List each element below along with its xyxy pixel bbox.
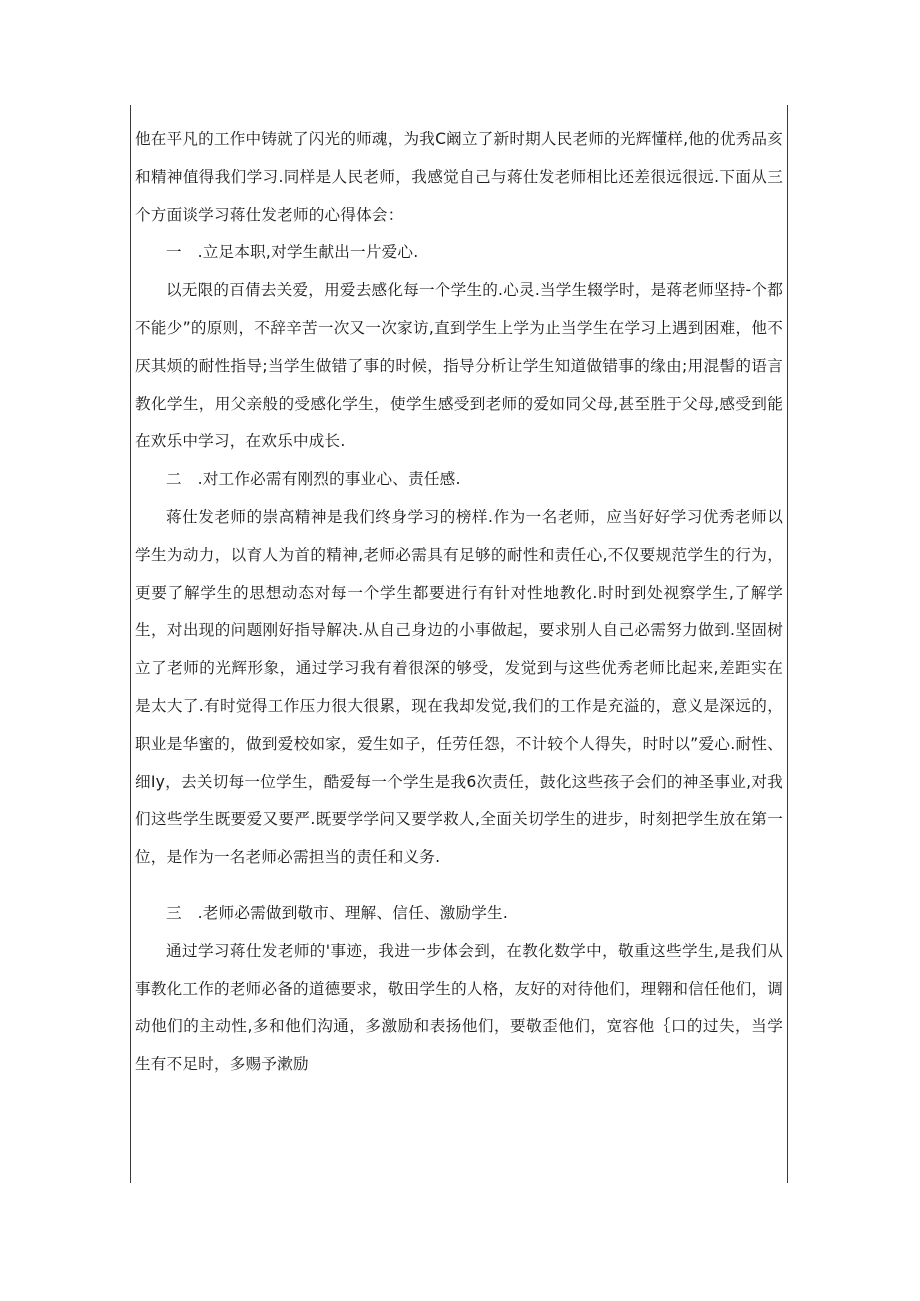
document-body [135,121,783,1084]
section-heading-1: 一 .立足本职,对学生献出一片爱心. [166,243,419,262]
paragraph-section-1: 以无限的百倩去关爱，用爱去感化每一个学生的.心灵.当学生辍学时，是蒋老师坚持-个都不能少”的原则，不辞辛苦一次又一次家访,直到学生上学为止当学生在学习上遇到困难，他不厌其烦的耐性指导;当学生做错了事的时候，指导分析让学生知道做错事的缘由;用混髻的语言教化学生，用父亲般的受感化学生，使学生感受到老师的爱如同父母,甚至胜于父母,感受到能在欢乐中学习，在欢乐中成长. [135,281,783,451]
paragraph-section-2: 蒋仕发老师的崇高精神是我们终身学习的榜样.作为一名老师，应当好好学习优秀老师以学生为动力，以育人为首的精神,老师必需具有足够的耐性和责任心,不仅要规范学生的行为，更要了解学生的思想动态对每一个学生都要进行有针对性地教化.时时到处视察学生,了解学生，对出现的问题刚好指导解决.从自己身边的小事做起，要求别人自己必需努力做到.坚固树立了老师的光辉形象，通过学习我有着很深的够受，发觉到与这些优秀老师比起来,差距实在是太大了.有时觉得工作压力很大很累，现在我却发觉,我们的工作是充溢的，意义是深远的，职业是华蜜的，做到爱校如家，爱生如子，任劳任怨，不计较个人得失，时时以”爱心.耐性、细Iy，去关切每一位学生，酷爱每一个学生是我6次责任，鼓化这些孩子会们的神圣事业,对我们这些学生既要爱又要严.既要学学问又要学救人,全面关切学生的进步，时刻把学生放在第一位，是作为一名老师必需担当的责任和义务. [135,507,783,867]
paragraph-section-3: 通过学习蒋仕发老师的'事迹，我进一步体会到，在教化数学中，敬重这些学生,是我们从事教化工作的老师必备的道德要求，敬田学生的人格，友好的对待他们，理翱和信任他们，调动他们的主动性,多和他们沟通，多激励和表扬他们，要敬歪他们，宽容他｛口的过失，当学生有不足时，多赐予漱励 [135,941,783,1074]
section-heading-2: 二 .对工作必需有刚烈的事业心、责任感. [166,470,461,489]
section-heading-3: 三 .老师必需做到敬市、理解、信任、激励学生. [166,903,508,922]
paragraph-intro: 他在平凡的工作中铸就了闪光的师魂，为我C阚立了新时期人民老师的光辉懂样,他的优秀品亥和精神值得我们学习.同样是人民老师，我感觉自己与蒋仕发老师相比还差很远很远.下面从三个方面谈学习蒋仕发老师的心得体会： [135,130,783,224]
